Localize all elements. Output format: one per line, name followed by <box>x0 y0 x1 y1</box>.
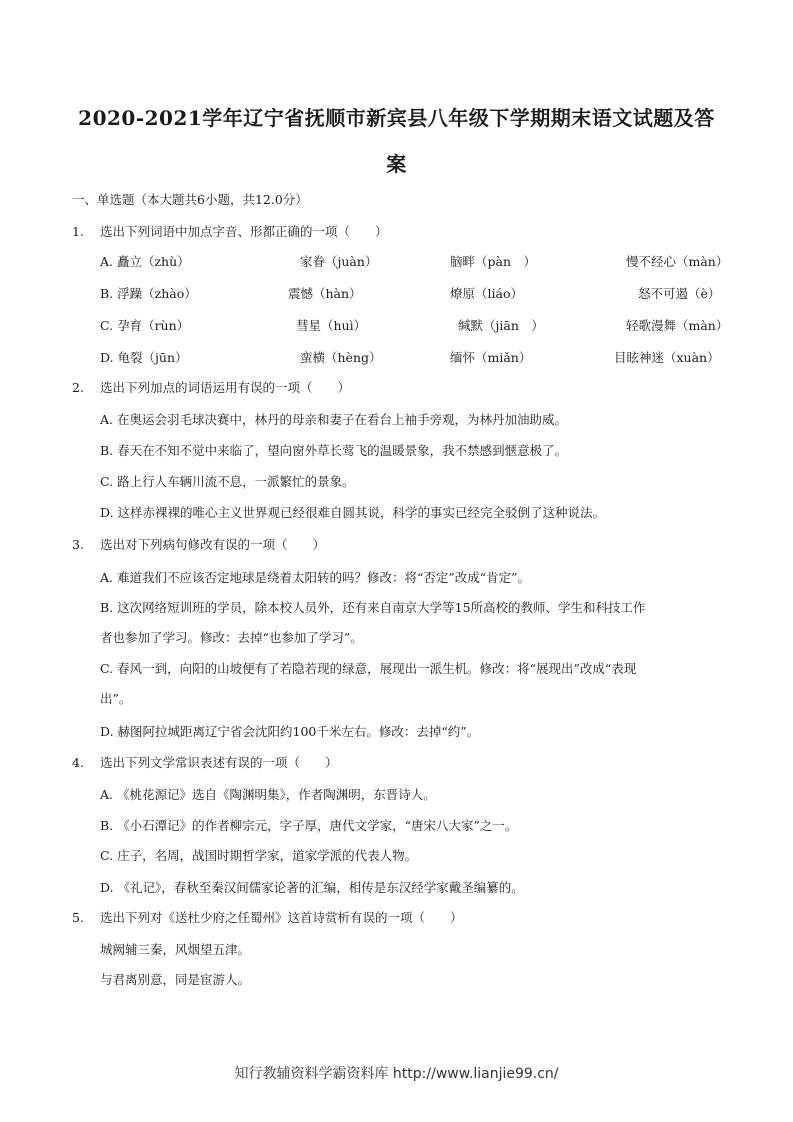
question-stem: 选出下列词语中加点字音、形都正确的一项（ ） <box>100 224 388 239</box>
question-number: 5. <box>72 910 84 925</box>
option-b-continued: 者也参加了学习。修改：去掉“也参加了学习”。 <box>100 630 363 645</box>
option-b-2: 震憾（hàn） <box>288 286 362 301</box>
option-c-3: 缄默（jiān ） <box>458 318 544 333</box>
option-d-2: 蛮横（hèng） <box>300 350 382 365</box>
question-1 <box>72 222 388 240</box>
option-d: D. 《礼记》，春秋至秦汉间儒家论著的汇编，相传是东汉经学家戴圣编纂的。 <box>100 880 524 895</box>
option-a: A. 难道我们不应该否定地球是绕着太阳转的吗？修改：将“否定”改成“肯定”。 <box>100 570 531 585</box>
option-c-continued: 出”。 <box>100 691 132 706</box>
option-b: B. 《小石潭记》的作者柳宗元，字子厚，唐代文学家，“唐宋八大家”之一。 <box>100 818 518 833</box>
question-number: 2. <box>72 380 84 395</box>
question-number: 3. <box>72 537 84 552</box>
option-c-2: 彗星（huì） <box>296 318 367 333</box>
option-c: C. 路上行人车辆川流不息，一派繁忙的景象。 <box>100 474 355 489</box>
page-footer-watermark: 知行教辅资料学霸资料库 http://www.lianjie99.cn/ <box>234 1066 559 1082</box>
option-d-1: D. 龟裂（jūn） <box>100 350 188 365</box>
question-stem: 选出下列文学常识表述有误的一项（ ） <box>100 755 338 770</box>
option-d: D. 这样赤裸裸的唯心主义世界观已经很难自圆其说，科学的事实已经完全驳倒了这种说法。 <box>100 505 606 520</box>
question-stem: 选出下列对《送杜少府之任蜀州》这首诗赏析有误的一项（ ） <box>100 910 463 925</box>
option-a: A. 《桃花源记》选自《陶渊明集》，作者陶渊明，东晋诗人。 <box>100 787 436 802</box>
poem-line-1: 城阙辅三秦，风烟望五津。 <box>100 942 251 957</box>
option-c-1: C. 孕育（rùn） <box>100 318 190 333</box>
question-4 <box>72 753 338 771</box>
option-a-1: A. 矗立（zhù） <box>100 254 190 269</box>
option-b-4: 怒不可遏（è） <box>638 286 721 301</box>
question-number: 1. <box>72 224 84 239</box>
question-stem: 选出对下列病句修改有误的一项（ ） <box>100 537 326 552</box>
option-d: D. 赫图阿拉城距离辽宁省会沈阳约100千米左右。修改：去掉“约”。 <box>100 724 480 739</box>
option-b-3: 燎原（liáo） <box>450 286 523 301</box>
page-title-continued: 案 <box>386 152 407 176</box>
question-2 <box>72 378 350 396</box>
section-heading: 一、单选题（本大题共6小题，共12.0分） <box>72 192 308 207</box>
option-a-3: 脑畔（pàn ） <box>450 254 537 269</box>
option-a: A. 在奥运会羽毛球决赛中，林丹的母亲和妻子在看台上袖手旁观，为林丹加油助威。 <box>100 412 567 427</box>
question-number: 4. <box>72 755 84 770</box>
poem-line-2: 与君离别意，同是宦游人。 <box>100 972 251 987</box>
option-c: C. 春风一到，向阳的山坡便有了若隐若现的绿意，展现出一派生机。修改：将“展现出”改成“表现 <box>100 661 637 676</box>
option-a-4: 慢不经心（màn） <box>626 254 729 269</box>
option-c-4: 轻歌漫舞（màn） <box>626 318 729 333</box>
question-5 <box>72 908 463 926</box>
page-title: 2020-2021学年辽宁省抚顺市新宾县八年级下学期期末语文试题及答 <box>78 106 715 130</box>
question-stem: 选出下列加点的词语运用有误的一项（ ） <box>100 380 351 395</box>
option-d-3: 缅怀（miǎn） <box>450 350 532 365</box>
option-b: B. 这次网络短训班的学员，除本校人员外，还有来自南京大学等15所高校的教师、学生和科技工作 <box>100 600 646 615</box>
question-3 <box>72 535 325 553</box>
option-b: B. 春天在不知不觉中来临了，望向窗外草长莺飞的温暖景象，我不禁感到惬意极了。 <box>100 443 568 458</box>
option-b-1: B. 浮躁（zhào） <box>100 286 197 301</box>
option-c: C. 庄子，名周，战国时期哲学家，道家学派的代表人物。 <box>100 848 418 863</box>
option-a-2: 家眷（juàn） <box>300 254 378 269</box>
option-d-4: 目眩神迷（xuàn） <box>614 350 720 365</box>
